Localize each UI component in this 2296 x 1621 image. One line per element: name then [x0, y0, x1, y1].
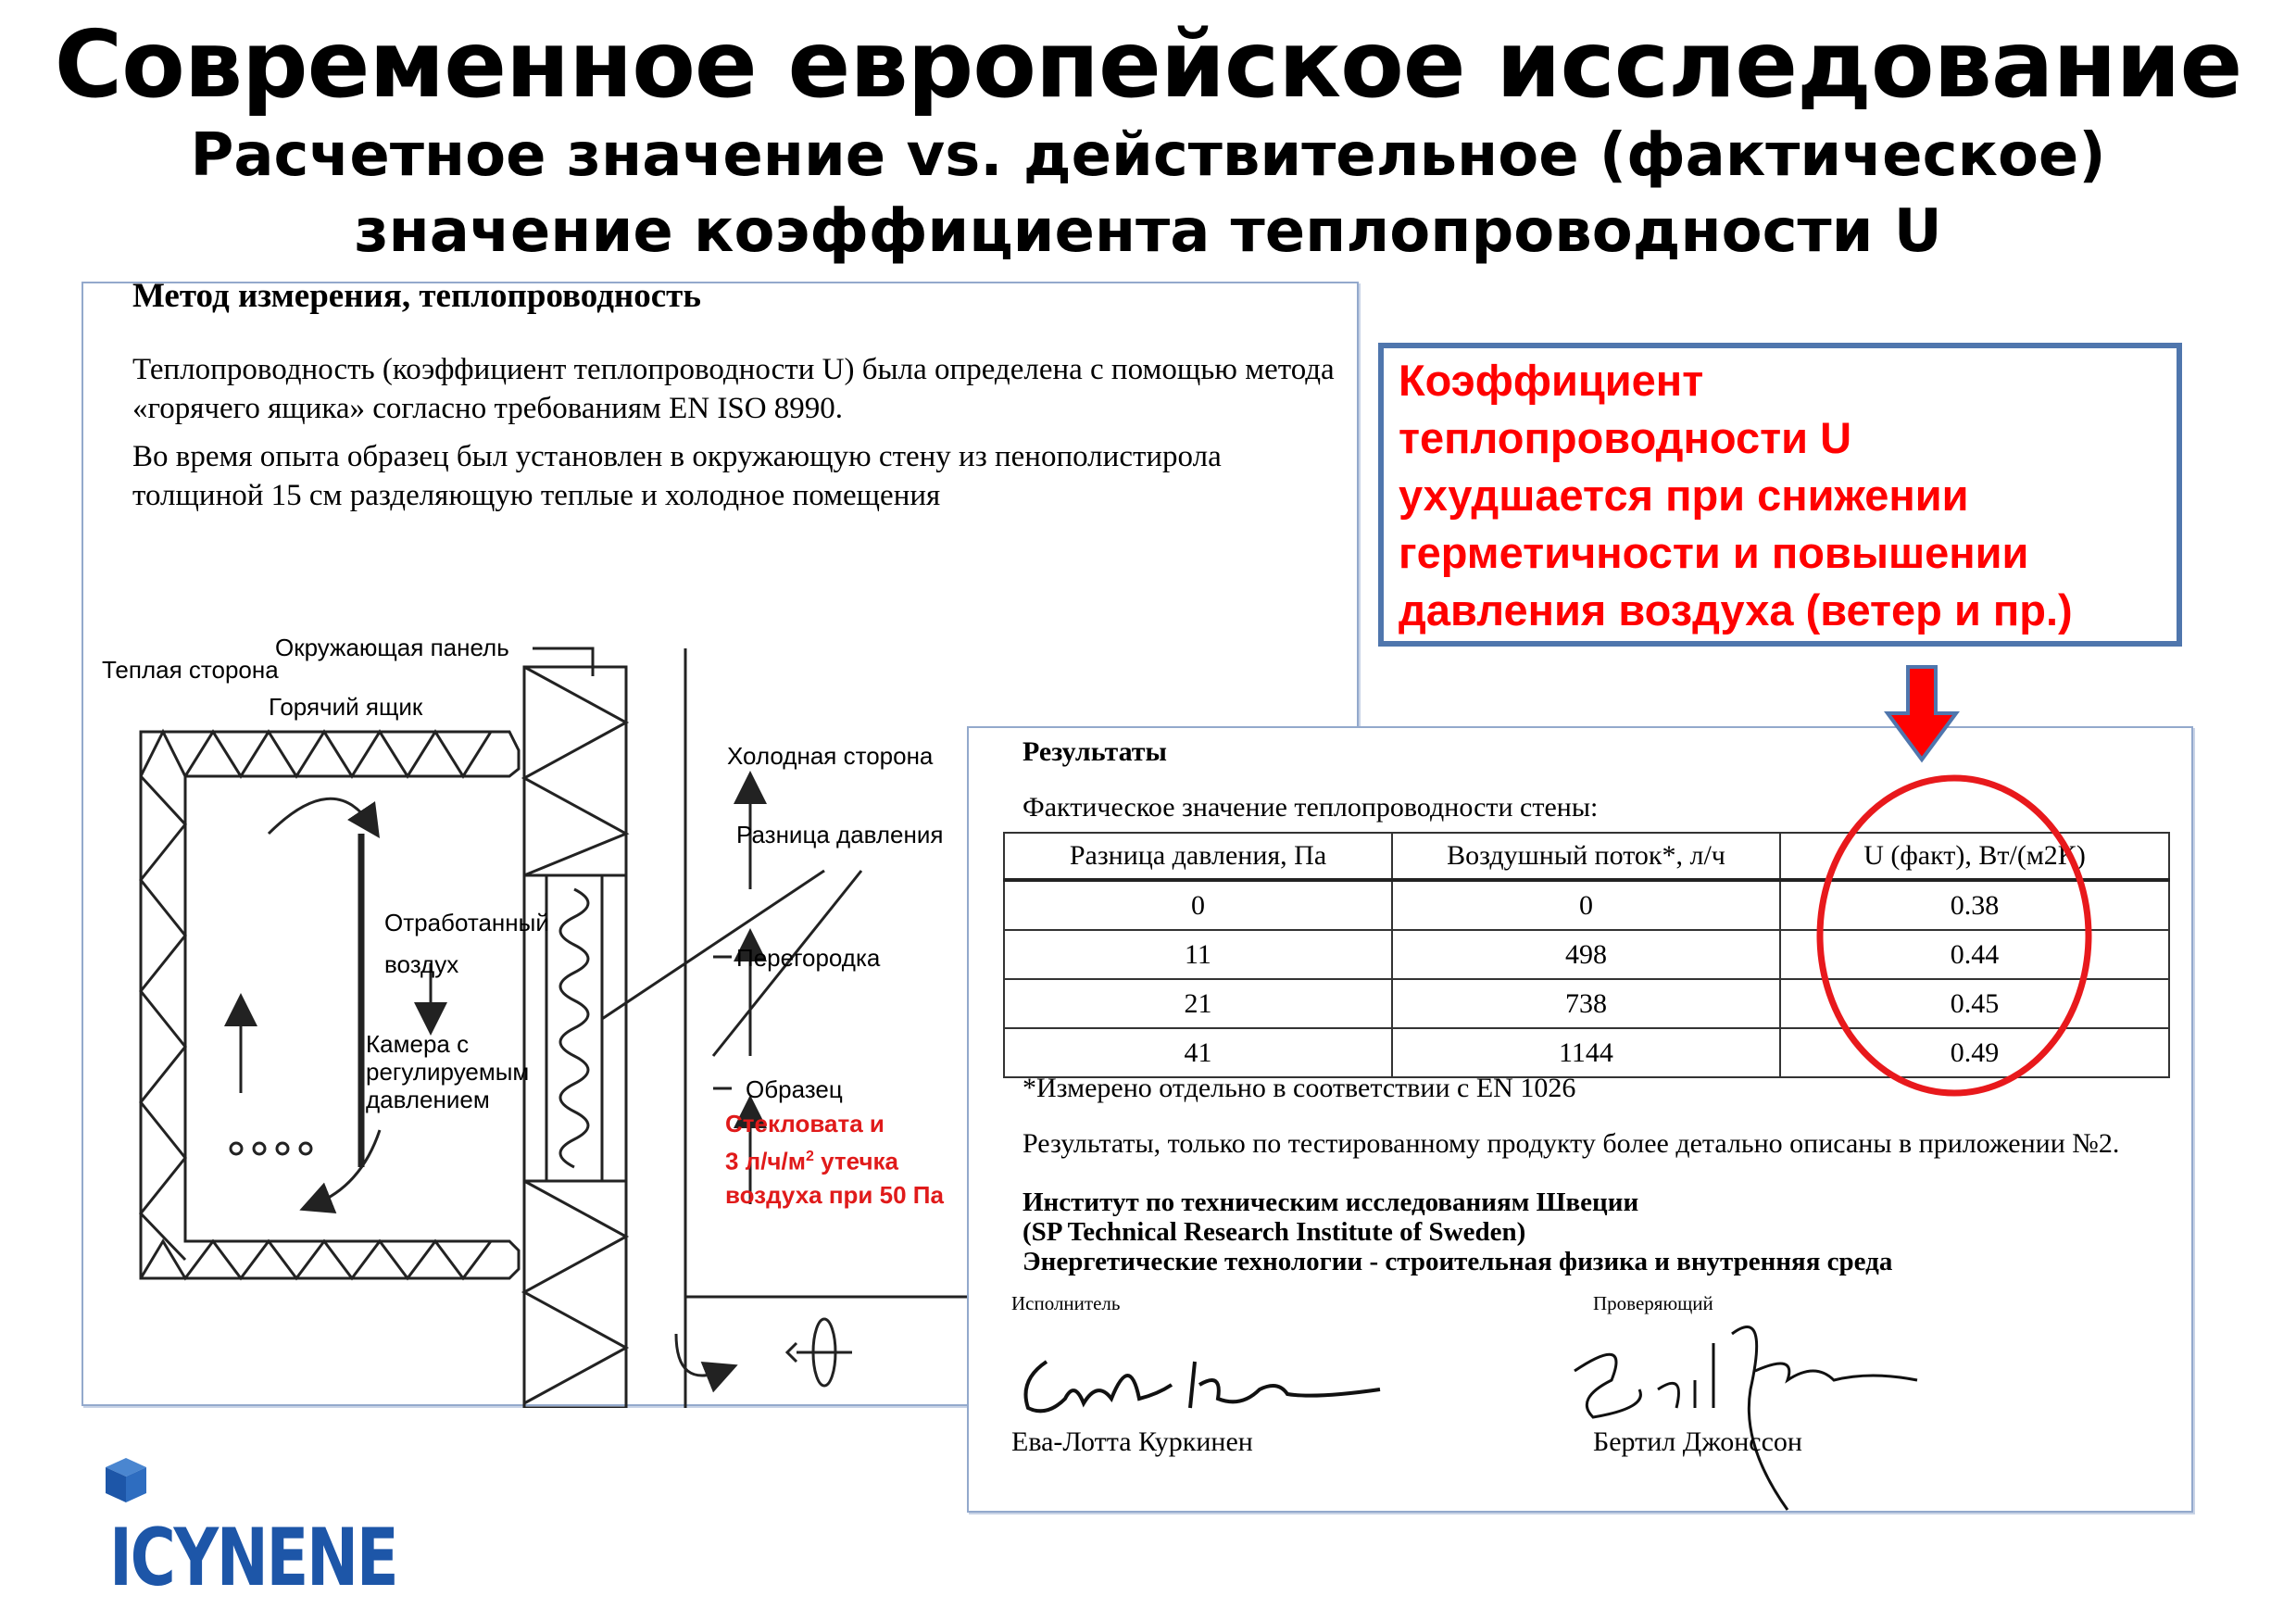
down-arrow-icon [1888, 667, 1956, 760]
cell-pressure: 41 [1004, 1028, 1392, 1077]
institute-line2: (SP Technical Research Institute of Sweden) [1023, 1217, 1526, 1247]
hot-box-diagram [83, 611, 972, 1408]
label-partition: Перегородка [736, 944, 881, 972]
specimen-fill [560, 889, 588, 1167]
cell-pressure: 21 [1004, 979, 1392, 1028]
callout-text [1399, 352, 2177, 639]
callout-line4: герметичности и повышении [1399, 528, 2029, 577]
label-surrounding-panel: Окружающая панель [275, 634, 509, 661]
hot-box-insulation-top [141, 732, 491, 776]
page-subtitle-line1: Расчетное значение vs. действительное (фактическое) [190, 121, 2106, 190]
label-chamber-1: Камера с [366, 1030, 470, 1058]
reviewer-name: Бертил Джонссон [1593, 1426, 1802, 1457]
label-exhaust-air-1: Отработанный [384, 909, 549, 936]
label-exhaust-air-2: воздух [384, 950, 459, 978]
col-u-actual: U (факт), Вт/(м2К) [1780, 833, 2169, 880]
results-heading: Результаты [1023, 736, 1167, 767]
surrounding-panel-bottom [524, 1181, 626, 1408]
institute-line3: Энергетические технологии - строительная физика и внутренняя среда [1023, 1247, 1893, 1276]
cell-air-flow: 738 [1392, 979, 1780, 1028]
highlight-circle [1820, 778, 2089, 1093]
actual-value-label: Фактическое значение теплопроводности стены: [1023, 792, 1599, 823]
label-warm-side: Теплая сторона [102, 656, 279, 684]
reviewer-signature [1556, 1315, 1945, 1519]
logo-text: ICYNENE [109, 1512, 397, 1604]
callout-line2: теплопроводности U [1399, 413, 1852, 462]
cell-pressure: 0 [1004, 880, 1392, 930]
label-pressure-difference: Разница давления [736, 821, 944, 848]
panel-zigzag-bottom [524, 1181, 626, 1403]
cell-air-flow: 0 [1392, 880, 1780, 930]
col-air-flow: Воздушный поток*, л/ч [1392, 833, 1780, 880]
hot-box-insulation-bottom [141, 1241, 491, 1278]
institute-line1: Институт по техническим исследованиям Швеции [1023, 1187, 1639, 1217]
page-subtitle-line2: значение коэффициента теплопроводности U [354, 197, 1942, 266]
cell-u-value: 0.45 [1780, 979, 2169, 1028]
cell-u-value: 0.44 [1780, 930, 2169, 979]
label-chamber-2: регулируемым [366, 1058, 530, 1086]
cell-air-flow: 1144 [1392, 1028, 1780, 1077]
cell-u-value: 0.49 [1780, 1028, 2169, 1077]
label-cold-side: Холодная сторона [727, 742, 934, 770]
method-paragraph-2: Во время опыта образец был установлен в окружающую стену из пенополистирола толщиной 15 см разделяющую теплые и холодное помещения [132, 440, 1222, 512]
method-paragraph-1: Теплопроводность (коэффициент теплопроводности U) была определена с помощью метода «горячего ящика» согласно требованиям EN ISO 8990. [132, 353, 1335, 425]
institute-block [1023, 1187, 1892, 1276]
results-note: Результаты, только по тестированному продукту более детально описаны в приложении №2. [1023, 1128, 2120, 1159]
leak-note-line3: воздуха при 50 Па [725, 1180, 944, 1209]
panel-zigzag-top [524, 667, 626, 875]
callout-line1: Коэффициент [1399, 356, 1704, 405]
label-chamber-3: давлением [366, 1086, 490, 1113]
performer-name: Ева-Лотта Куркинен [1011, 1426, 1253, 1457]
label-hot-box: Горячий ящик [269, 693, 423, 721]
performer-signature [1010, 1343, 1399, 1436]
highlight-overlay [1806, 658, 2093, 1102]
page-title: Современное европейское исследование [54, 10, 2242, 119]
leak-note-line2: 3 $л/ч/м^2$ утечка [725, 1147, 899, 1175]
hot-box-insulation-left [141, 776, 185, 1260]
label-sample: Образец [746, 1075, 843, 1103]
results-footnote: *Измерено отдельно в соответствии с EN 1026 [1023, 1073, 1576, 1103]
callout-line5: давления воздуха (ветер и пр.) [1399, 585, 2073, 635]
cell-air-flow: 498 [1392, 930, 1780, 979]
col-pressure-difference: Разница давления, Па [1004, 833, 1392, 880]
cell-pressure: 11 [1004, 930, 1392, 979]
method-heading: Метод измерения, теплопроводность [132, 277, 701, 315]
glass-wool-leak-note [725, 1107, 944, 1212]
leak-note-line1: Стекловата и [725, 1110, 885, 1137]
reviewer-label: Проверяющий [1593, 1292, 1713, 1314]
performer-label: Исполнитель [1011, 1292, 1121, 1314]
callout-line3: ухудшается при снижении [1399, 471, 1969, 520]
cell-u-value: 0.38 [1780, 880, 2169, 930]
cube-logo-icon [106, 1458, 146, 1502]
